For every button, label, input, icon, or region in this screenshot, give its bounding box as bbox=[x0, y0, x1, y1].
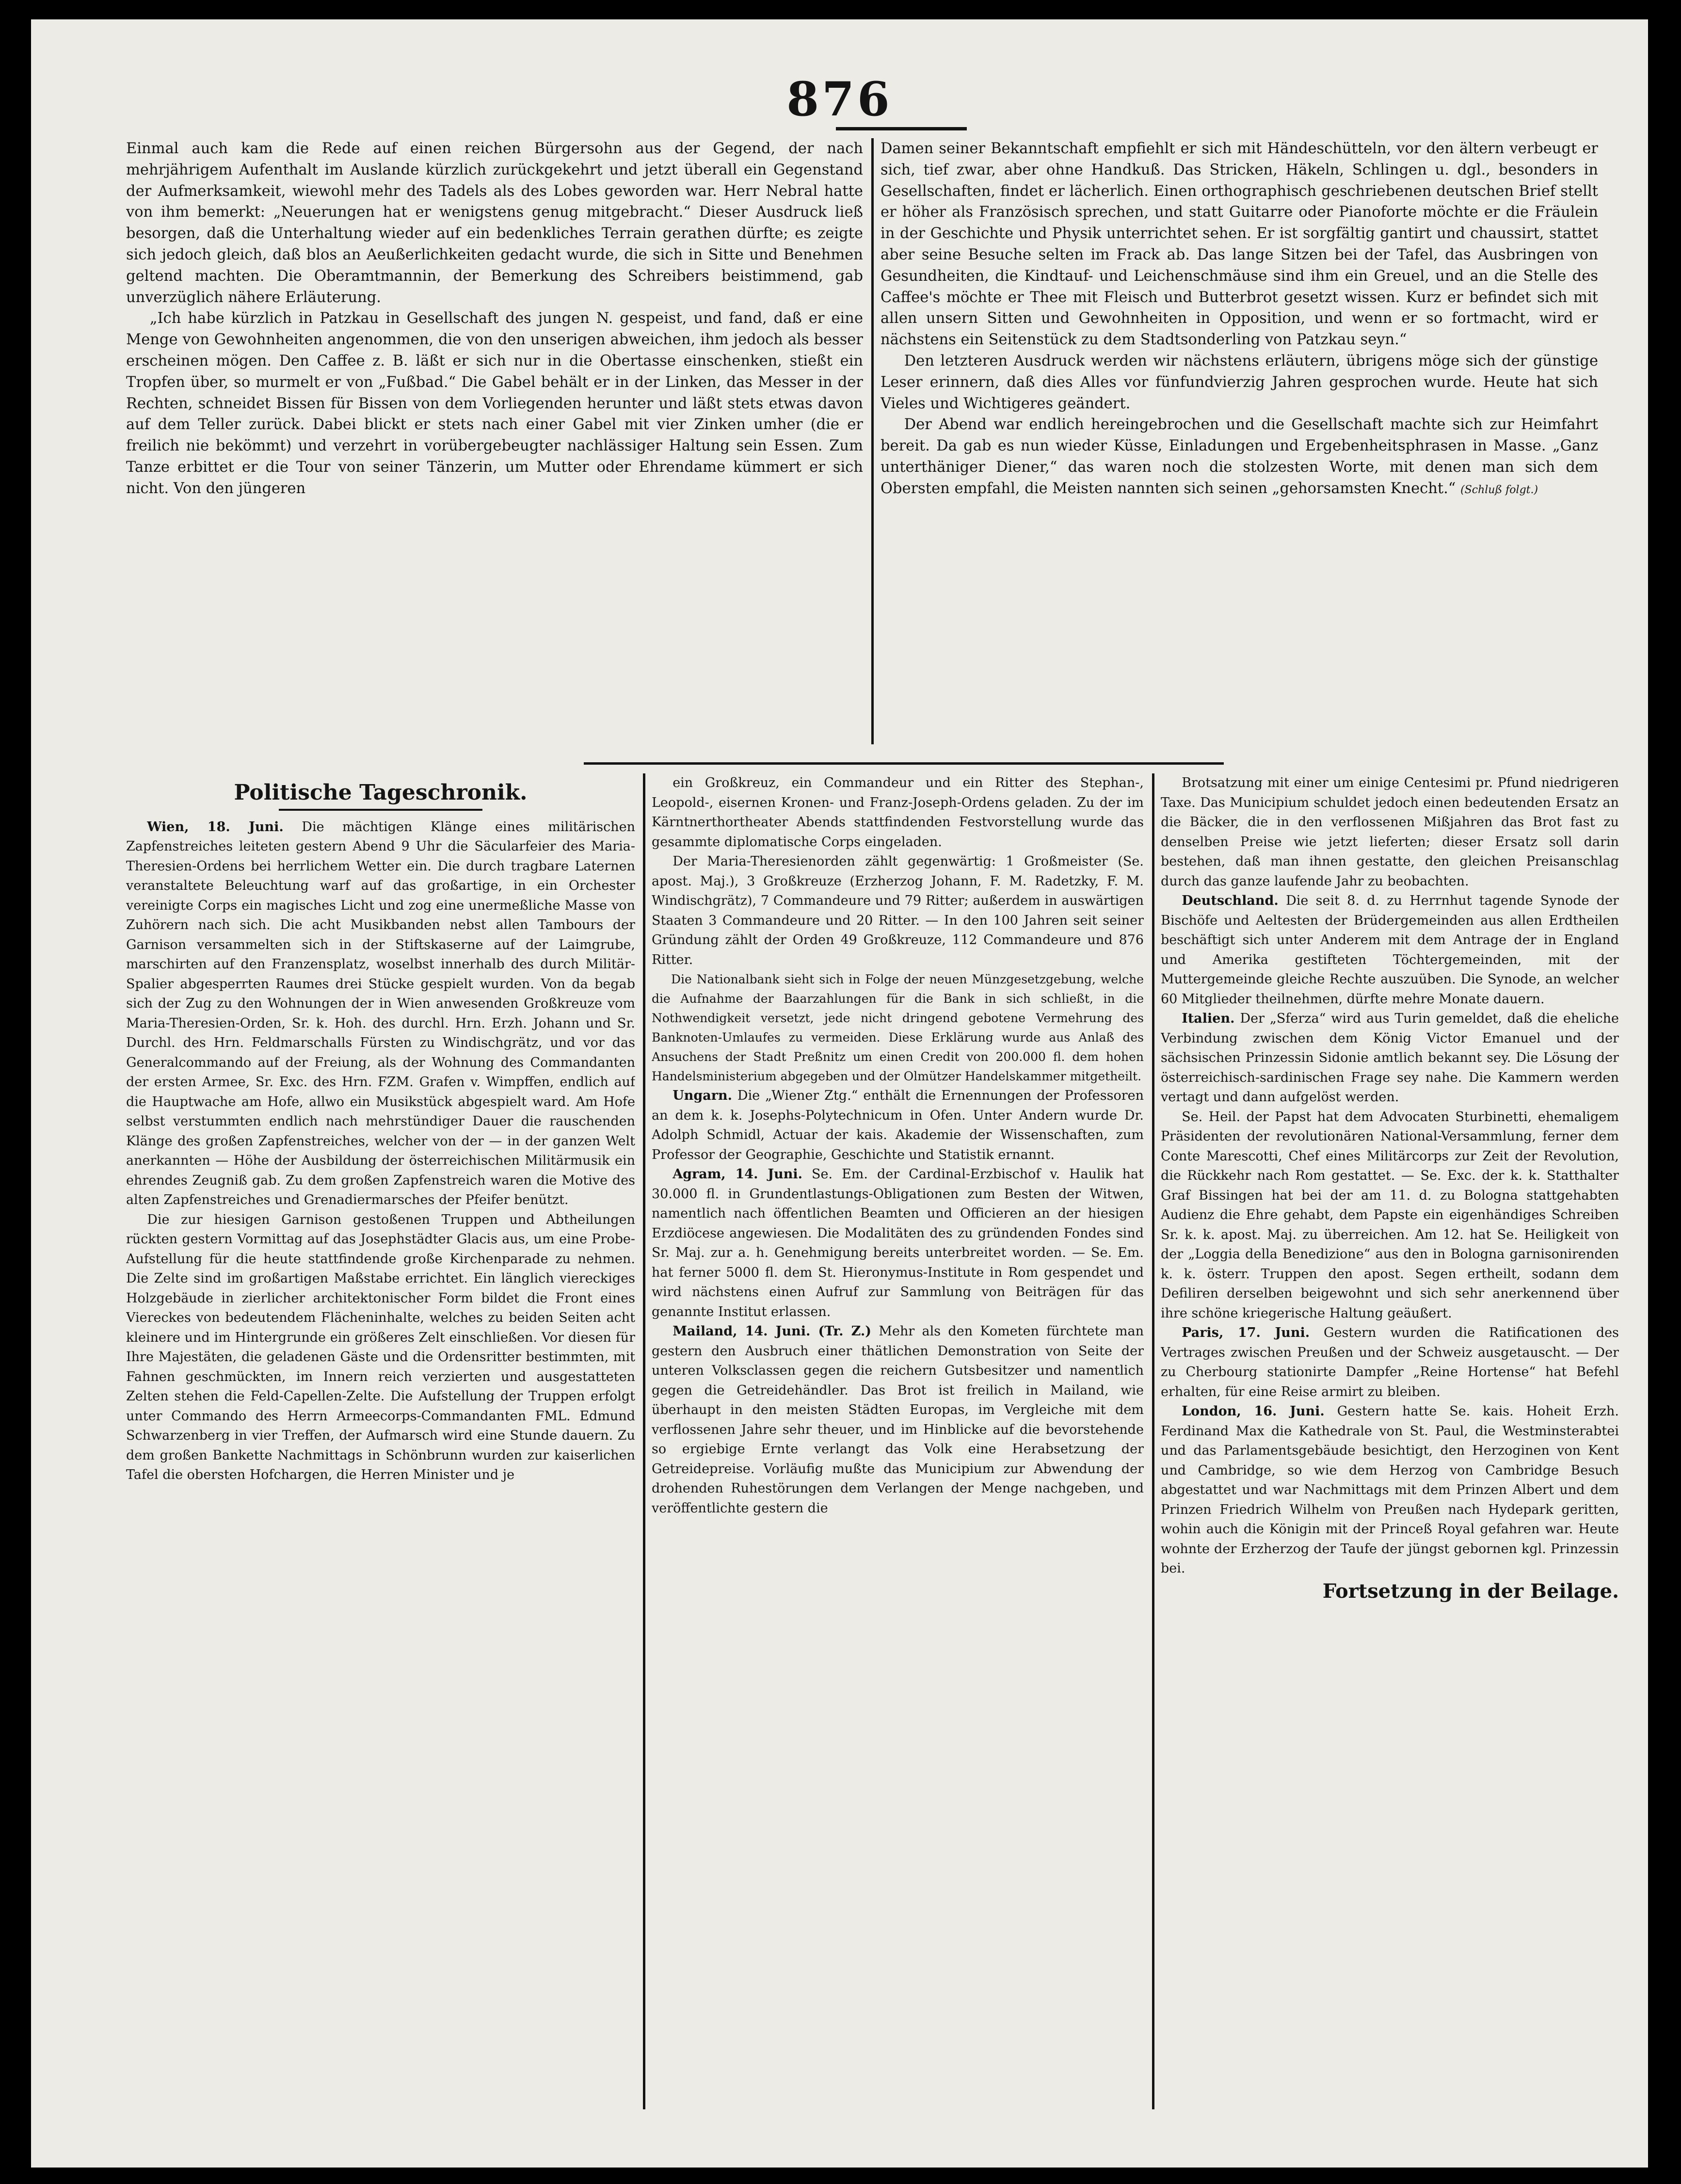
article-text: Brotsatzung mit einer um einige Centesimi pr. Pfund niedrigeren Taxe. Das Municipium schuldet jedoch einen bedeutenden Ersatz an die Bäcker, die in den verflossenen Mißjahren das Brot fast zu denselben Preise wie jetzt lieferten; dieser Ersatz soll darin bestehen, daß man ihnen gestatte, den gleichen Preisanschlag durch das ganze laufende Jahr zu beobachten. bbox=[1161, 775, 1619, 889]
article-text: Gestern wurden die Ratificationen des Vertrages zwischen Preußen und der Schweiz ausgetauscht. — Der zu Cherbourg stationirte Dampfer „Reine Hortense“ hat Befehl erhalten, für eine Reise armirt zu bleiben. bbox=[1161, 1325, 1619, 1399]
feuilleton-paragraph: Damen seiner Bekanntschaft empfiehlt er sich mit Händeschütteln, vor den ältern verbeugt er sich, tief zwar, aber ohne Handkuß. Das Stricken, Häkeln, Schlingen u. dgl., besonders in Gesellschaften, findet er lächerlich. Einen orthographisch geschriebenen deutschen Brief stellt er höher als Französisch sprechen, und statt Guitarre oder Pianoforte möchte er die Fräulein in der Geschichte und Physik unterrichtet sehen. Er ist sorgfältig gantirt und chaussirt, stattet aber seine Besuche selten im Frack ab. Das lange Sitzen bei der Tafel, das Ausbringen von Gesundheiten, die Kindtauf- und Leichenschmäuse sind ihm ein Greuel, und an die Stelle des Caffee's möchte er Thee mit Fleisch und Butterbrot gesetzt wissen. Kurz er befindet sich mit allen unsern Sitten und Gewohnheiten in Opposition, und wenn er so fortmacht, wird er nächstens ein Seitenstück zu dem Stadtsonderling von Patzkau seyn.“ bbox=[881, 140, 1598, 349]
continued-note: (Schluß folgt.) bbox=[1460, 483, 1538, 496]
column-divider bbox=[643, 773, 645, 2109]
feuilleton-column-left bbox=[126, 138, 863, 759]
news-article bbox=[652, 1165, 1144, 1322]
article-text: Die Nationalbank sieht sich in Folge der neuen Münzgesetzgebung, welche die Aufnahme der Baarzahlungen für die Bank in sich schließt, in die Nothwendigkeit versetzt, jede nicht dringend gebotene Vermehrung des Banknoten-Umlaufes zu vermeiden. Diese Erklärung wurde aus Anlaß des Ansuchens der Stadt Preßnitz um einen Credit von 200.000 fl. dem hohen Handelsministerium abgegeben und der Olmützer Handelskammer mitgetheilt. bbox=[652, 972, 1144, 1083]
column-divider bbox=[1152, 773, 1154, 2109]
article-dateline: Ungarn. bbox=[672, 1088, 732, 1103]
news-article bbox=[1161, 891, 1619, 1009]
article-text: Die seit 8. d. zu Herrnhut tagende Synode der Bischöfe und Aeltesten der Brüdergemeinden aus allen Erdtheilen beschäftigt sich unter Anderem mit dem Antrage der in England und Amerika gestifteten Töchtergemeinden, mit der Muttergemeinde gleiche Rechte auszuüben. Die Synode, an welcher 60 Mitglieder theilnehmen, dürfte mehre Monate dauern. bbox=[1161, 893, 1619, 1007]
article-dateline: Paris, 17. Juni. bbox=[1182, 1325, 1310, 1340]
article-text: Die zur hiesigen Garnison gestoßenen Truppen und Abtheilungen rückten gestern Vormittag auf das Josephstädter Glacis aus, um eine Probe-Aufstellung für die heute stattfindende große Kirchenparade zu nehmen. Die Zelte sind im großartigen Maßstabe errichtet. Ein länglich viereckiges Holzgebäude in zierlicher architektonischer Form bildet die Front eines Viereckes von bedeutendem Flächeninhalte, welches zu beiden Seiten acht kleinere und im Hintergrunde ein größeres Zelt einschließen. Vor diesen für Ihre Majestäten, die geladenen Gäste und die Ordensritter bestimmten, mit Fahnen geschmückten, im Innern reich verzierten und ausgestatteten Zelten stehen die Feld-Capellen-Zelte. Die Aufstellung der Truppen erfolgt unter Commando des Herrn Armeecorps-Commandanten FML. Edmund Schwarzenberg in vier Treffen, der Aufmarsch wird eine Stunde dauern. Zu dem großen Bankette Nachmittags in Schönbrunn wurden zur kaiserlichen Tafel die obersten Hofchargen, die Herren Minister und je bbox=[126, 1212, 635, 1482]
chronicle-column-1 bbox=[126, 773, 635, 2117]
chronicle-column-3 bbox=[1161, 773, 1619, 2117]
feuilleton-paragraph: Den letzteren Ausdruck werden wir nächstens erläutern, übrigens möge sich der günstige Leser erinnern, daß dies Alles vor fünfundvierzig Jahren gesprochen wurde. Heute hat sich Vieles und Wichtigeres geändert. bbox=[881, 352, 1598, 412]
article-text: ein Großkreuz, ein Commandeur und ein Ritter des Stephan-, Leopold-, eisernen Kronen- und Franz-Joseph-Ordens geladen. Zu der im Kärntnerthortheater Abends stattfindenden Festvorstellung wurde das gesammte diplomatische Corps eingeladen. bbox=[652, 775, 1144, 850]
article-text: Gestern hatte Se. kais. Hoheit Erzh. Ferdinand Max die Kathedrale von St. Paul, die Westminsterabtei und das Parlamentsgebäude besichtigt, den Herzoginen von Kent und Cambridge, so wie dem Herzog von Cambridge Besuch abgestattet und war Nachmittags mit dem Prinzen Albert und dem Prinzen Friedrich Wilhelm von Preußen nach Hydepark geritten, wohin auch die Königin mit der Princeß Royal gefahren war. Heute wohnte der Erzherzog der Taufe der jüngst gebornen kgl. Prinzessin bei. bbox=[1161, 1404, 1619, 1576]
section-divider bbox=[584, 762, 1224, 765]
page-number: 876 bbox=[786, 72, 893, 127]
article-text: Die „Wiener Ztg.“ enthält die Ernennungen der Professoren an dem k. k. Josephs-Polytechnicum in Ofen. Unter Andern wurde Dr. Adolph Schmidl, Actuar der kais. Akademie der Wissenschaften, zum Professor der Geographie, Geschichte und Statistik ernannt. bbox=[652, 1088, 1144, 1162]
feuilleton-column-right bbox=[881, 138, 1598, 759]
article-dateline: Mailand, 14. Juni. (Tr. Z.) bbox=[672, 1324, 872, 1339]
page-number-underline bbox=[836, 127, 967, 130]
article-text: Mehr als den Kometen fürchtete man gestern den Ausbruch einer thätlichen Demonstration von Seite der unteren Volksclassen gegen die reichern Gutsbesitzer und namentlich gegen die Getreidehändler. Das Brot ist freilich in Mailand, wie überhaupt in den meisten Städten Europas, im Vergleiche mit dem verflossenen Jahre sehr theuer, und im Hinblicke auf die bevorstehende so ergiebige Ernte verlangt das Volk eine Herabsetzung der Getreidepreise. Vorläufig mußte das Municipium zur Abwendung der drohenden Ruhestörungen dem Verlangen der Menge nachgeben, und veröffentlichte gestern die bbox=[652, 1324, 1144, 1516]
article-dateline: Wien, 18. Juni. bbox=[147, 819, 284, 835]
news-article bbox=[126, 1210, 635, 1485]
feuilleton-paragraph-text: Der Abend war endlich hereingebrochen und die Gesellschaft machte sich zur Heimfahrt bereit. Da gab es nun wieder Küsse, Einladungen und Ergebenheitsphrasen in Masse. „Ganz unterthäniger Diener,“ das waren noch die stolzesten Worte, mit denen man sich dem Obersten empfahl, die Meisten nannten sich seinen „gehorsamsten Knecht.“ bbox=[881, 416, 1598, 497]
chronicle-title: Politische Tageschronik. bbox=[234, 780, 528, 805]
feuilleton-paragraph bbox=[881, 414, 1598, 500]
feuilleton-paragraph: Einmal auch kam die Rede auf einen reichen Bürgersohn aus der Gegend, der nach mehrjährigem Aufenthalt im Auslande kürzlich zurückgekehrt und jetzt überall ein Gegenstand der Aufmerksamkeit, wiewohl mehr des Tadels als des Lobes geworden war. Herr Nebral hatte von ihm bemerkt: „Neuerungen hat er wenigstens genug mitgebracht.“ Dieser Ausdruck ließ besorgen, daß die Unterhaltung wieder auf ein bedenkliches Terrain gerathen dürfte; es zeigte sich jedoch gleich, daß blos an Aeußerlichkeiten gedacht wurde, die sich in Sitte und Benehmen geltend machten. Die Oberamtmannin, der Bemerkung des Schreibers beistimmend, gab unverzüglich nähere Erläuterung. bbox=[126, 140, 863, 306]
news-article bbox=[652, 1086, 1144, 1165]
news-article bbox=[1161, 1323, 1619, 1402]
chronicle-title-rule bbox=[279, 809, 482, 811]
article-text: Der Maria-Theresienorden zählt gegenwärtig: 1 Großmeister (Se. apost. Maj.), 3 Großkreuze (Erzherzog Johann, F. M. Radetzky, F. M. Windischgrätz), 7 Commandeure und 79 Ritter; außerdem in auswärtigen Staaten 3 Commandeure und 20 Ritter. — In den 100 Jahren seit seiner Gründung zählt der Orden 49 Großkreuze, 112 Commandeure und 876 Ritter. bbox=[652, 854, 1144, 967]
news-article bbox=[652, 1322, 1144, 1518]
article-dateline: Agram, 14. Juni. bbox=[672, 1167, 803, 1182]
news-article bbox=[1161, 1402, 1619, 1579]
news-article bbox=[652, 970, 1144, 1086]
continued-in-supplement: Fortsetzung in der Beilage. bbox=[1322, 1579, 1619, 1603]
news-article bbox=[126, 818, 635, 1210]
article-text: Der „Sferza“ wird aus Turin gemeldet, daß die eheliche Verbindung zwischen dem König Victor Emanuel und der sächsischen Prinzessin Sidonie amtlich bekannt sey. Die Lösung der österreichisch-sardinischen Frage sey nahe. Die Kammern werden vertagt und dann aufgelöst werden. bbox=[1161, 1011, 1619, 1105]
news-article bbox=[1161, 1108, 1619, 1324]
newspaper-page bbox=[31, 19, 1648, 2168]
article-dateline: Italien. bbox=[1182, 1011, 1235, 1026]
chronicle-column-2 bbox=[652, 773, 1144, 2117]
article-dateline: London, 16. Juni. bbox=[1182, 1404, 1325, 1419]
news-article bbox=[1161, 773, 1619, 891]
article-text: Se. Em. der Cardinal-Erzbischof v. Haulik hat 30.000 fl. in Grundentlastungs-Obligationen zum Besten der Witwen, namentlich nach öffentlichen Beamten und Officieren an der hiesigen Erzdiöcese angewiesen. Die Modalitäten des zu gründenden Fondes sind Sr. Maj. zur a. h. Genehmigung bereits unterbreitet worden. — Se. Em. hat ferner 5000 fl. dem St. Hieronymus-Institute in Rom gespendet und wird nächstens einen Aufruf zur Sammlung von Beiträgen für das genannte Institut erlassen. bbox=[652, 1167, 1144, 1319]
column-divider bbox=[871, 138, 874, 744]
news-article bbox=[652, 773, 1144, 852]
feuilleton-paragraph: „Ich habe kürzlich in Patzkau in Gesellschaft des jungen N. gespeist, und fand, daß er eine Menge von Gewohnheiten angenommen, die von den unserigen abweichen, ihm jedoch als besser erscheinen mögen. Den Caffee z. B. läßt er sich nur in die Obertasse einschenken, stießt ein Tropfen über, so murmelt er von „Fußbad.“ Die Gabel behält er in der Linken, das Messer in der Rechten, schneidet Bissen für Bissen von dem Vorliegenden herunter und läßt stets etwas davon auf dem Teller zurück. Dabei blickt er stets nach einer Gabel mit vier Zinken umher (die er freilich nie bekömmt) und verzehrt in vorübergebeugter nachlässiger Haltung sein Essen. Zum Tanze erbittet er die Tour von seiner Tänzerin, um Mutter oder Ehrendame kümmert er sich nicht. Von den jüngeren bbox=[126, 310, 863, 497]
article-text: Die mächtigen Klänge eines militärischen Zapfenstreiches leiteten gestern Abend 9 Uhr die Säcularfeier des Maria-Theresien-Ordens bei herrlichem Wetter ein. Die durch tragbare Laternen veranstaltete Beleuchtung warf auf das großartige, in ein Orchester vereinigte Corps ein magisches Licht und zog eine unermeßliche Masse von Zuhörern nach sich. Die acht Musikbanden nebst allen Tambours der Garnison versammelten sich in der Stiftskaserne auf der Laimgrube, marschirten auf den Franzensplatz, woselbst innerhalb des durch Militär-Spalier abgesperrten Raumes drei Stücke gespielt wurden. Von da begab sich der Zug zu den Wohnungen der in Wien anwesenden Großkreuze vom Maria-Theresien-Orden, Sr. k. Hoh. des durchl. Hrn. Erzh. Johann und Sr. Durchl. des Hrn. Feldmarschalls Fürsten zu Windischgrätz, und vor das Generalcommando auf der Freiung, als der Wohnung des Commandanten der ersten Armee, Sr. Exc. des Hrn. FZM. Grafen v. Wimpffen, endlich auf die Hauptwache am Hofe, allwo ein Musikstück abgespielt ward. Am Hofe selbst verstummten endlich nach mehrstündiger Dauer die rauschenden Klänge des großen Zapfenstreiches, welcher von der — in der ganzen Welt anerkannten — Höhe der Ausbildung der österreichischen Militärmusik ein ehrendes Zeugniß gab. Zu dem großen Zapfenstreich waren die Motive des alten Zapfenstreiches und Grenadiermarsches der Pfeifer benützt. bbox=[126, 819, 635, 1207]
article-text: Se. Heil. der Papst hat dem Advocaten Sturbinetti, ehemaligem Präsidenten der revolutionären National-Versammlung, ferner dem Conte Marescotti, Chef eines Militärcorps zur Zeit der Revolution, die Rückkehr nach Rom gestattet. — Se. Exc. der k. k. Statthalter Graf Bissingen hat bei der am 11. d. zu Bologna stattgehabten Audienz die Ehre gehabt, dem Papste ein eigenhändiges Schreiben Sr. k. k. apost. Maj. zu überreichen. Am 12. hat Se. Heiligkeit von der „Loggia della Benedizione“ aus den in Bologna garnisonirenden k. k. österr. Truppen den apost. Segen ertheilt, sodann dem Defiliren derselben beigewohnt und sich sehr anerkennend über ihre schöne kriegerische Haltung geäußert. bbox=[1161, 1109, 1619, 1321]
news-article bbox=[1161, 1009, 1619, 1108]
article-dateline: Deutschland. bbox=[1182, 893, 1279, 908]
news-article bbox=[652, 852, 1144, 970]
